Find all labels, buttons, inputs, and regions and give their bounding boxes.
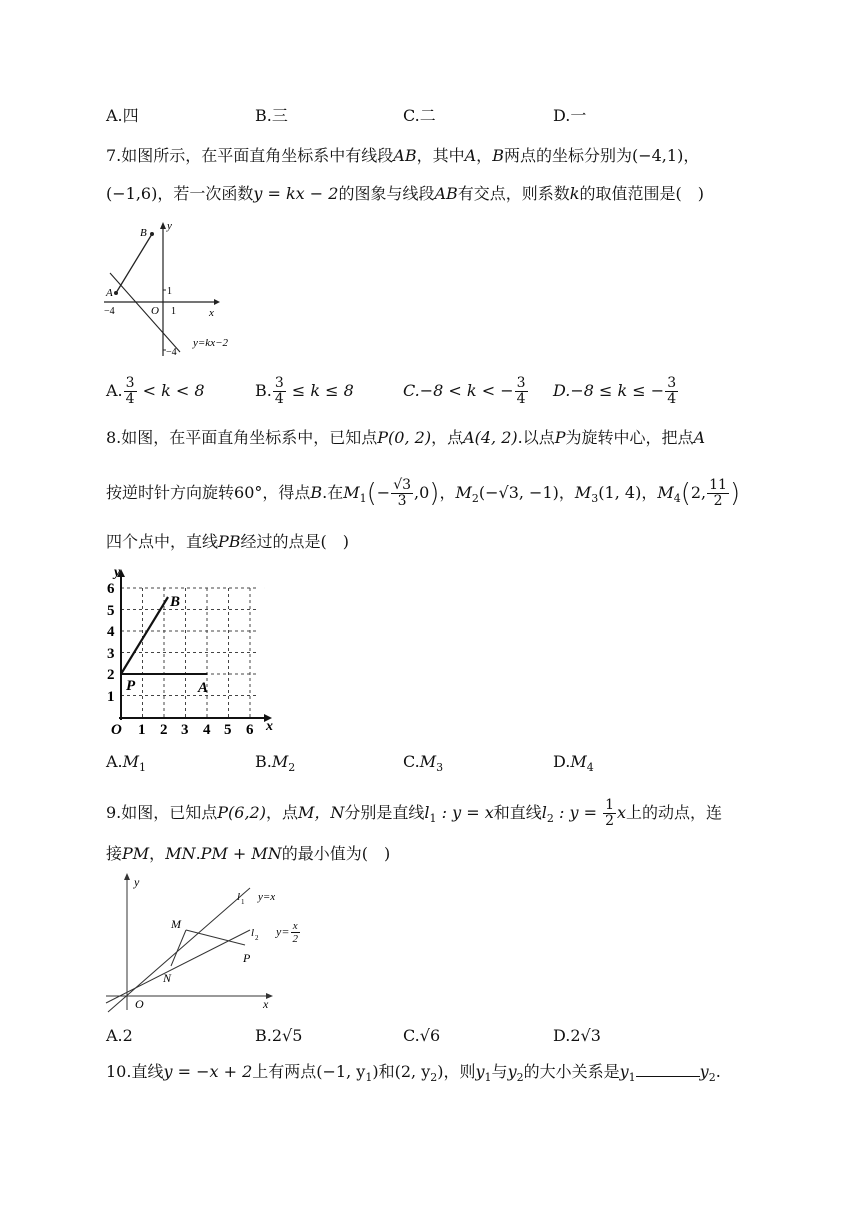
q7-segment-ab — [116, 234, 152, 293]
q7-x-arrow — [214, 299, 220, 305]
q8-ytick: 6 — [107, 581, 115, 597]
q7-coord-a: (−4,1) — [631, 146, 684, 165]
q9-label-x: x — [263, 997, 269, 1011]
q7-line-2 — [106, 184, 704, 204]
q7-point-b — [150, 232, 154, 236]
opt-sub: 1 — [139, 761, 147, 774]
q8-label-p: P — [126, 678, 136, 694]
frac-den: 4 — [125, 391, 135, 407]
q6-option-b[interactable]: B.三 — [255, 106, 288, 125]
q7-frac — [273, 376, 286, 407]
q8-text: 按逆时针方向旋转 — [106, 483, 235, 502]
q8-m4-sub: 4 — [673, 492, 681, 505]
q7-text: ， — [476, 146, 493, 165]
q9-l2-eq: : y = — [553, 803, 603, 822]
q8-m4: M — [657, 483, 674, 502]
q10-text: 和 — [378, 1062, 395, 1081]
q10-y1: y — [475, 1062, 485, 1081]
q7-label-a: A — [106, 287, 113, 299]
q8-m1-rest: ,0 — [414, 483, 430, 502]
q8-text: 8.如图，在平面直角坐标系中，已知点 — [106, 428, 378, 447]
paren-close: ) — [429, 478, 440, 509]
q9-label-yx: y=x — [258, 891, 276, 903]
q7-text: ，若一次函数 — [157, 184, 254, 203]
q7-option-b[interactable] — [255, 376, 354, 407]
q9-text: 9.如图，已知点 — [106, 803, 218, 822]
paren-open: ( — [366, 478, 377, 509]
q8-xticks — [138, 722, 254, 738]
q8-text: 为旋转中心，把点 — [565, 428, 694, 447]
q8-option-c[interactable] — [403, 752, 443, 778]
q7-tick-label-1x: 1 — [171, 306, 176, 317]
frac-den: 4 — [667, 391, 677, 407]
q10-text: 的大小关系是 — [523, 1062, 620, 1081]
q9-label-p: P — [243, 951, 251, 965]
q8-text: 经过的点是( ) — [240, 532, 350, 551]
q9-label-o: O — [135, 997, 144, 1011]
frac-den: 2 — [605, 813, 614, 829]
q9-label-m: M — [171, 917, 181, 931]
q9-l2-sub: 2 — [546, 812, 554, 825]
q8-label-b: B — [170, 594, 181, 610]
opt-pre: B. — [255, 752, 272, 771]
q10-text: ，则 — [443, 1062, 476, 1081]
q8-sep: ， — [558, 483, 575, 502]
q7-k: k — [569, 184, 580, 203]
q8-text: 四个点中，直线 — [106, 532, 219, 551]
q7-opt-post: < k < 8 — [137, 381, 205, 400]
q7-function: y = kx − 2 — [253, 184, 339, 203]
frac-num: 3 — [667, 375, 677, 391]
q9-y2-frac — [290, 920, 300, 945]
q8-m2-val: (−√3, −1) — [478, 483, 559, 502]
q10-answer-blank[interactable] — [636, 1062, 700, 1077]
q8-sep: ， — [439, 483, 456, 502]
q9-mn2: MN — [165, 844, 196, 863]
paren-open: ( — [680, 478, 691, 509]
q8-b: B — [310, 483, 323, 502]
q9-label-y: y — [134, 875, 140, 889]
q8-ytick: 4 — [107, 624, 115, 640]
q7-opt-pre: A. — [106, 381, 123, 400]
q8-grid — [121, 588, 264, 718]
q7-line-1 — [106, 146, 699, 166]
q8-m3-val: (1, 4) — [598, 483, 642, 502]
q7-frac — [515, 376, 528, 407]
q7-ab: AB — [393, 146, 417, 165]
opt-pre: D. — [553, 752, 571, 771]
q9-text: . — [195, 844, 201, 863]
q8-text: ，得点 — [262, 483, 311, 502]
q9-label-l2-sub: 2 — [255, 934, 259, 942]
q7-options — [106, 376, 826, 416]
q9-option-b[interactable]: B.2√5 — [255, 1026, 303, 1045]
q10-y2b: y — [699, 1062, 709, 1081]
q8-ytick: 2 — [107, 667, 115, 683]
q8-segment-pb — [121, 597, 168, 674]
q10-y2-sub: 2 — [516, 1071, 524, 1084]
q9-label-l1-sub: 1 — [241, 898, 245, 906]
q8-option-d[interactable] — [553, 752, 594, 778]
opt-sub: 4 — [586, 761, 594, 774]
q8-p: P — [554, 428, 566, 447]
q9-option-c[interactable]: C.√6 — [403, 1026, 441, 1045]
q8-label-y: y — [114, 565, 121, 580]
frac-den: 2 — [713, 493, 723, 509]
q8-line-2 — [106, 478, 740, 509]
q8-label-o: O — [111, 722, 122, 738]
q9-text: 分别是直线 — [344, 803, 425, 822]
frac-den: 3 — [397, 493, 407, 509]
q10-y1b-sub: 1 — [628, 1071, 636, 1084]
q6-option-a[interactable]: A.四 — [106, 106, 139, 125]
paren-close: ) — [729, 478, 741, 509]
q7-a: A — [464, 146, 477, 165]
q7-ab: AB — [434, 184, 458, 203]
q8-line-3 — [106, 532, 349, 552]
q9-point-p: P(6,2) — [217, 803, 266, 822]
q7-text: 的取值范围是( ) — [579, 184, 704, 203]
q7-tick-label-neg4y: −4 — [166, 347, 177, 358]
q10-y2: y — [507, 1062, 517, 1081]
q7-figure — [100, 216, 260, 362]
q10-pt1-sub: 1 — [365, 1071, 373, 1084]
q9-text: 接 — [106, 844, 123, 863]
q7-y-arrow — [160, 222, 166, 229]
q8-m1-frac — [391, 478, 413, 509]
q8-point-p: P(0, 2) — [377, 428, 432, 447]
q7-text: 两点的坐标分别为 — [503, 146, 632, 165]
frac-num: 11 — [709, 477, 727, 493]
q9-frac — [603, 798, 616, 829]
q9-l2-x: x — [616, 803, 627, 822]
q8-label-a: A — [198, 680, 209, 696]
q8-m1-sign: − — [376, 483, 391, 502]
q7-b: B — [492, 146, 504, 165]
q7-label-o: O — [151, 305, 159, 317]
frac-num: 3 — [274, 375, 284, 391]
q9-line-2 — [106, 844, 390, 864]
q8-option-b[interactable] — [255, 752, 295, 778]
q10-end: . — [715, 1062, 721, 1081]
q7-option-a[interactable] — [106, 376, 205, 407]
q7-frac — [665, 376, 678, 407]
q8-text: .在 — [322, 483, 344, 502]
q7-line-kx — [110, 273, 180, 352]
q8-degree: 60° — [234, 483, 263, 502]
q6-option-c[interactable]: C.二 — [403, 106, 436, 125]
q10-y1b: y — [619, 1062, 629, 1081]
q7-point-a — [114, 291, 118, 295]
q9-label-l2: l — [251, 927, 255, 939]
q8-label-x: x — [266, 719, 273, 734]
frac-num: 3 — [516, 375, 526, 391]
opt-pre: A. — [106, 752, 123, 771]
frac-num: 1 — [605, 797, 614, 813]
frac-num: 3 — [125, 375, 135, 391]
q9-l1: l — [424, 803, 430, 822]
frac-den: 4 — [274, 391, 284, 407]
q8-xtick: 2 — [160, 722, 168, 738]
q10-text: 上有两点 — [252, 1062, 317, 1081]
q9-l1-eq: : y = x — [436, 803, 494, 822]
opt-sub: 3 — [436, 761, 444, 774]
q8-xtick: 5 — [224, 722, 232, 738]
q8-option-a[interactable] — [106, 752, 146, 778]
q10-text: 与 — [491, 1062, 508, 1081]
q7-tick-label-1y: 1 — [167, 286, 172, 297]
opt-m: M — [419, 752, 437, 771]
opt-m: M — [122, 752, 140, 771]
q8-xtick: 6 — [246, 722, 254, 738]
q8-m3-sub: 3 — [591, 492, 599, 505]
q9-text: ，点 — [265, 803, 298, 822]
q10-pt2-sub: 2 — [430, 1071, 438, 1084]
q10-y2b-sub: 2 — [708, 1071, 716, 1084]
q7-text: ，其中 — [416, 146, 465, 165]
q7-opt-post: ≤ k ≤ 8 — [286, 381, 354, 400]
q8-a: A — [693, 428, 706, 447]
q9-expr: PM + MN — [200, 844, 282, 863]
q8-options — [106, 752, 806, 776]
q9-label-l1: l — [237, 891, 241, 903]
q7-option-d[interactable] — [553, 376, 679, 407]
frac-den: 4 — [516, 391, 526, 407]
q7-text: 7.如图所示，在平面直角坐标系中有线段 — [106, 146, 394, 165]
q9-label-n: N — [163, 971, 172, 985]
q10-pt1: (−1, y — [316, 1062, 366, 1081]
q9-option-d[interactable]: D.2√3 — [553, 1026, 601, 1045]
q9-figure — [100, 870, 290, 1016]
q7-label-x: x — [209, 307, 214, 319]
opt-m: M — [271, 752, 289, 771]
q8-text: ，点 — [431, 428, 464, 447]
q9-label-y2x2 — [276, 920, 301, 945]
q10-line — [106, 1062, 721, 1088]
q7-coord-b: (−1,6) — [106, 184, 158, 203]
q7-tick-label-neg4x: −4 — [104, 306, 115, 317]
q8-pb: PB — [218, 532, 241, 551]
q10-pt2-end: ) — [437, 1062, 444, 1081]
q8-text: .以点 — [517, 428, 555, 447]
q9-mn: M，N — [298, 803, 345, 822]
q9-y-arrow — [124, 873, 130, 880]
q8-m4-pre: 2, — [690, 483, 707, 502]
q9-l1-sub: 1 — [429, 812, 437, 825]
q10-pt1-end: ) — [372, 1062, 379, 1081]
q7-text: 的图象与线段 — [338, 184, 435, 203]
q8-ytick: 5 — [107, 603, 115, 619]
q9-options — [106, 1026, 806, 1050]
q8-m2: M — [455, 483, 472, 502]
q10-function: y = −x + 2 — [163, 1062, 253, 1081]
q10-y1-sub: 1 — [484, 1071, 492, 1084]
q8-ytick: 1 — [107, 689, 115, 705]
q8-m1: M — [343, 483, 360, 502]
q7-opt-pre: C.−8 < k < − — [403, 381, 514, 400]
q8-point-a: A(4, 2) — [463, 428, 518, 447]
q9-line-1 — [106, 798, 722, 829]
q7-label-b: B — [140, 227, 147, 239]
q9-line-l1 — [108, 888, 250, 1012]
q7-opt-pre: B. — [255, 381, 272, 400]
q9-text: 上的动点，连 — [626, 803, 723, 822]
q9-text: 和直线 — [493, 803, 542, 822]
q6-option-d[interactable]: D.一 — [553, 106, 587, 125]
q9-l2: l — [541, 803, 547, 822]
frac-den: 2 — [292, 933, 298, 945]
q7-label-y: y — [167, 220, 172, 232]
frac-num: √3 — [393, 477, 412, 493]
opt-pre: C. — [403, 752, 420, 771]
q9-text: 的最小值为( ) — [281, 844, 391, 863]
q7-opt-pre: D.−8 ≤ k ≤ − — [553, 381, 665, 400]
q8-m4-frac — [707, 478, 729, 509]
q7-text: 有交点，则系数 — [457, 184, 570, 203]
q10-pt2: (2, y — [394, 1062, 431, 1081]
frac-num: x — [292, 920, 298, 932]
q8-figure — [104, 562, 284, 742]
q8-sep: ， — [641, 483, 658, 502]
q8-ytick: 3 — [107, 646, 115, 662]
q9-pm: PM — [122, 844, 150, 863]
q9-text: ， — [149, 844, 166, 863]
opt-sub: 2 — [288, 761, 296, 774]
q8-line-1 — [106, 428, 705, 448]
q8-xtick: 3 — [181, 722, 189, 738]
q9-option-a[interactable]: A.2 — [106, 1026, 133, 1045]
q9-segment-mn — [171, 930, 186, 966]
q7-text: ， — [683, 146, 700, 165]
q7-option-c[interactable] — [403, 376, 529, 407]
q8-m3: M — [574, 483, 592, 502]
q8-xtick: 1 — [138, 722, 146, 738]
q9-y2-pre: y= — [276, 924, 290, 939]
q10-text: 10.直线 — [106, 1062, 164, 1081]
q8-xtick: 4 — [203, 722, 211, 738]
q8-m2-sub: 2 — [471, 492, 479, 505]
opt-m: M — [570, 752, 587, 771]
q7-frac — [124, 376, 137, 407]
q7-line-label: y=kx−2 — [193, 337, 228, 349]
q8-yticks — [107, 581, 115, 705]
q8-m1-sub: 1 — [359, 492, 367, 505]
